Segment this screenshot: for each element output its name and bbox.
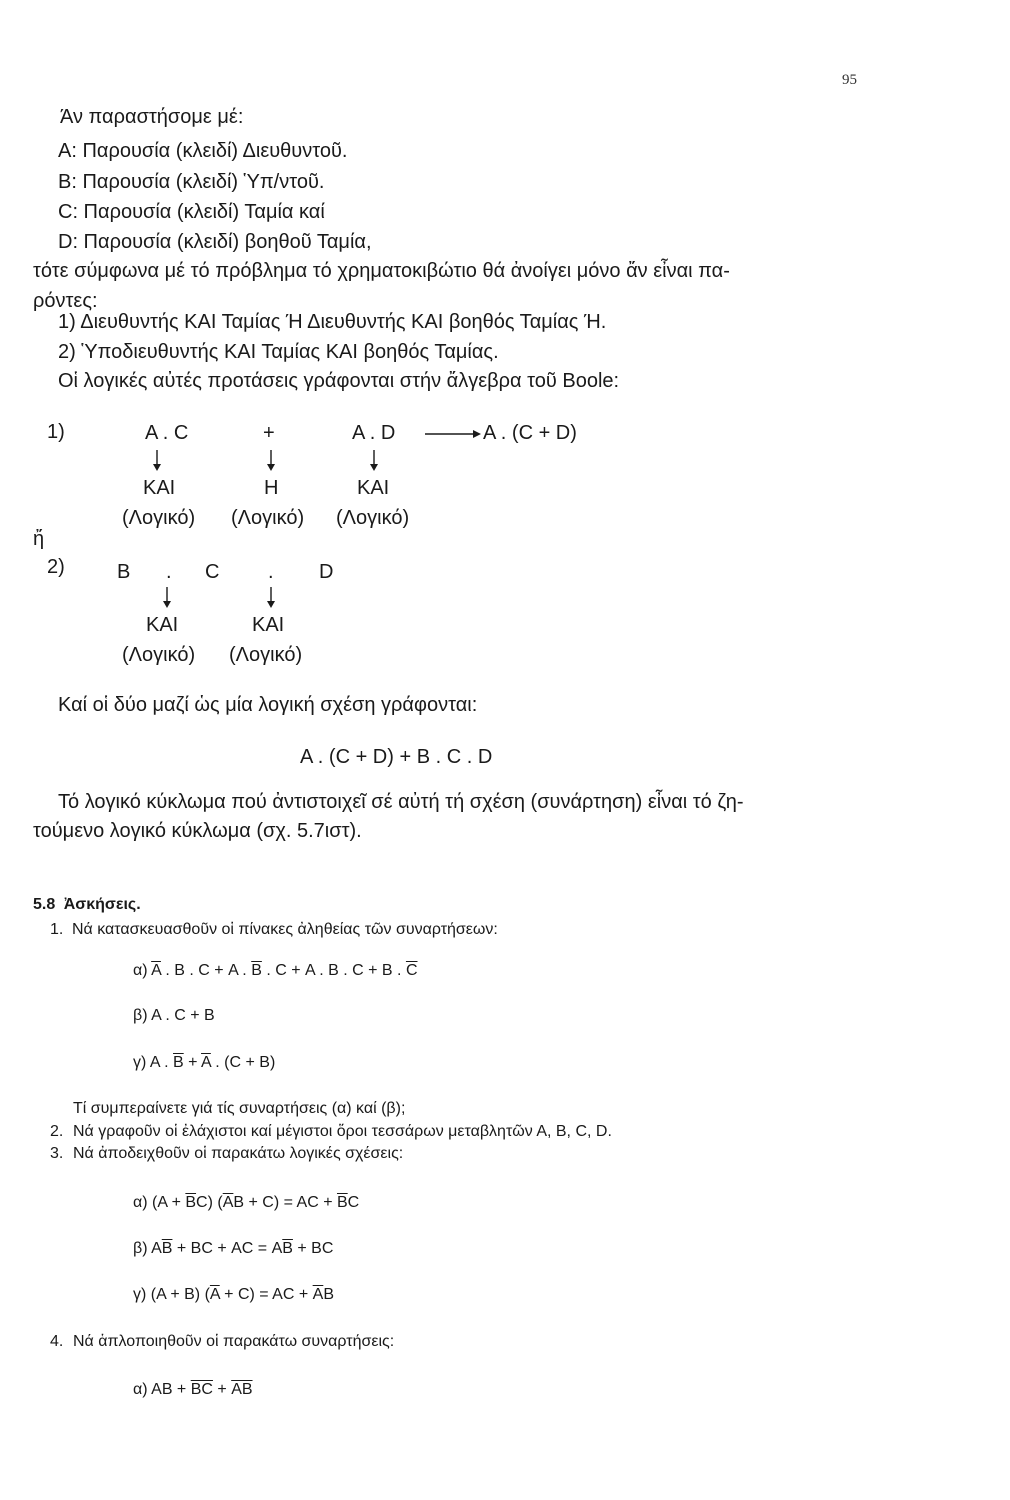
exercise-4-text: Νά ἁπλοποιηθοῦν οἱ παρακάτω συναρτήσεις: [73,1333,395,1350]
diagram1-sublabel-3: (Λογικό) [336,507,410,529]
ex1c-part: + [183,1054,202,1071]
diagram2-d: D [319,561,334,583]
ex3c-part: γ) (Α + Β) ( [133,1286,210,1303]
diagram2-c: C [205,561,220,583]
definition-a: Α: Παρουσία (κλειδί) Διευθυντοῦ. [58,140,348,162]
exercise-3b [133,1240,333,1258]
section-title: Ἀσκήσεις. [63,896,141,913]
diagram2-b: Β [117,561,131,583]
exercise-1a [133,962,418,980]
diagram1-term-ad: Α . D [352,422,396,444]
boole-line: Οἱ λογικές αὐτές προτάσεις γράφονται στήν ἄλγεβρα τοῦ Boole: [58,370,620,392]
definition-d: D: Παρουσία (κλειδί) βοηθοῦ Ταμία, [58,231,372,253]
diagram2-label-kai-2: ΚΑΙ [252,614,285,636]
then-line-1: τότε σύμφωνα μέ τό πρόβλημα τό χρηματοκιβώτιο θά ἀνοίγει μόνο ἄν εἶναι πα- [33,260,730,282]
ex3c-overline: $\overline{A}$ [312,1286,324,1303]
ex3a-overline: $\overline{B}$ [185,1194,197,1211]
diagram2-dot-2: . [268,561,274,583]
exercise-1b: β) Α . C + Β [133,1007,215,1024]
ex3a-part: C [347,1194,360,1211]
diagram2-sublabel-1: (Λογικό) [122,644,196,666]
section-number: 5.8 [33,896,56,913]
exercise-1-text: Νά κατασκευασθοῦν οἱ πίνακες ἀληθείας τῶν συναρτήσεων: [72,921,498,938]
ex4a-part: α) ΑΒ + [133,1381,191,1398]
diagram1-sublabel-1: (Λογικό) [122,507,196,529]
ex3a-part: Β + C) = ΑC + [233,1194,337,1211]
ex3a-part: C) ( [196,1194,223,1211]
ex3c-part: Β [323,1286,334,1303]
diagram2-down-arrow-1 [160,585,174,609]
ex1c-overline: $\overline{B}$ [173,1054,184,1071]
together-line: Καί οἱ δύο μαζί ὡς μία λογική σχέση γράφονται: [58,694,478,716]
diagram2-down-arrow-2 [264,585,278,609]
ex1a-part: . C + Α . Β . C + Β . [261,962,406,979]
exercise-1c [133,1054,275,1072]
definition-b: Β: Παρουσία (κλειδί) Ὑπ/ντοῦ. [58,171,325,193]
ex3a-overline: $\overline{A}$ [222,1194,234,1211]
definition-c: C: Παρουσία (κλειδί) Ταμία καί [58,201,325,223]
diagram2-dot-1: . [166,561,172,583]
circuit-line-1: Τό λογικό κύκλωμα πού ἀντιστοιχεῖ σέ αὐτή τή σχέση (συνάρτηση) εἶναι τό ζη- [58,791,744,813]
ex3b-part: β) Α [133,1240,162,1257]
ex1a-part: α) [133,962,152,979]
condition-1: 1) Διευθυντής ΚΑΙ Ταμίας Ή Διευθυντής ΚΑΙ βοηθός Ταμίας Ή. [58,311,607,333]
condition-2: 2) Ὑποδιευθυντής ΚΑΙ Ταμίας ΚΑΙ βοηθός Ταμίας. [58,341,499,363]
exercise-3c [133,1286,334,1304]
diagram1-down-arrow-2 [264,448,278,472]
exercise-1-number: 1. [50,921,64,938]
ex1c-part: γ) Α . [133,1054,174,1071]
ex4a-part: + [212,1381,232,1398]
diagram2-label-kai-1: ΚΑΙ [146,614,179,636]
ex4a-overline: $\overline{BC}$ [190,1381,213,1398]
ex1a-overline: $\overline{C}$ [405,962,418,979]
ex3b-part: + ΒC + ΑC = Α [172,1240,283,1257]
diagram1-label-kai-2: ΚΑΙ [357,477,390,499]
ex3b-overline: $\overline{B}$ [161,1240,173,1257]
exercise-1-question: Τί συμπεραίνετε γιά τίς συναρτήσεις (α) καί (β); [73,1100,406,1117]
diagram1-down-arrow-1 [150,448,164,472]
ex4a-overline: $\overline{AB}$ [231,1381,253,1398]
ex1a-overline: $\overline{A}$ [151,962,161,979]
ex1c-overline: $\overline{A}$ [201,1054,211,1071]
exercise-3-number: 3. [50,1145,64,1162]
diagram1-down-arrow-3 [367,448,381,472]
intro-line: Άν παραστήσομε μέ: [60,106,244,128]
exercise-4-number: 4. [50,1333,64,1350]
exercise-3a [133,1194,359,1212]
ex3b-part: + ΒC [292,1240,334,1257]
exercise-2-text: Νά γραφοῦν οἱ ἐλάχιστοι καί μέγιστοι ὅροι τεσσάρων μεταβλητῶν Α, Β, C, D. [73,1123,612,1140]
ex1c-part: . (C + Β) [210,1054,276,1071]
combined-expression: Α . (C + D) + Β . C . D [300,746,493,768]
diagram2-sublabel-2: (Λογικό) [229,644,303,666]
diagram1-term-ac: Α . C [145,422,189,444]
exercise-3-text: Νά ἀποδειχθοῦν οἱ παρακάτω λογικές σχέσεις: [73,1145,404,1162]
ex3a-overline: $\overline{B}$ [336,1194,348,1211]
diagram1-label-kai-1: ΚΑΙ [143,477,176,499]
exercise-2-number: 2. [50,1123,64,1140]
section-heading [33,896,141,914]
diagram1-right-arrow [425,427,481,441]
diagram1-label-h: Η [264,477,279,499]
then-line-2: ρόντες: [33,290,98,312]
ex3c-part: + C) = ΑC + [219,1286,313,1303]
ex1a-part: . Β . C + Α . [160,962,252,979]
ex1a-overline: $\overline{B}$ [251,962,262,979]
diagram2-number: 2) [47,556,65,578]
ex3a-part: α) (Α + [133,1194,186,1211]
ex3b-overline: $\overline{B}$ [282,1240,293,1257]
or-word: ἤ [33,528,45,550]
circuit-line-2: τούμενο λογικό κύκλωμα (σχ. 5.7ιστ). [33,820,362,842]
exercise-4a [133,1381,253,1399]
diagram1-result: Α . (C + D) [483,422,577,444]
diagram1-sublabel-2: (Λογικό) [231,507,305,529]
diagram1-number: 1) [47,421,65,443]
ex3c-overline: $\overline{A}$ [209,1286,220,1303]
page-number: 95 [842,72,857,88]
diagram1-plus: + [263,422,275,444]
